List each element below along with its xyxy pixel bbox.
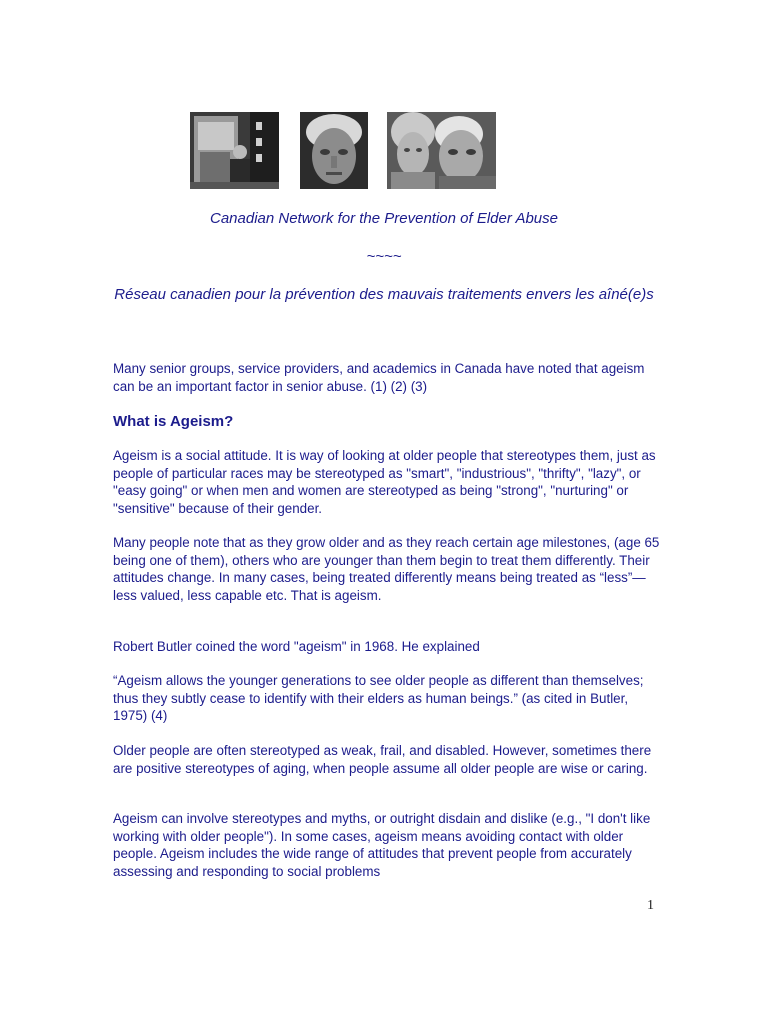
paragraph: Older people are often stereotyped as weak, frail, and disabled. However, sometimes there are positive stereotypes of aging, when people assume all older people are wise or caring. — [113, 743, 652, 776]
paragraph: Robert Butler coined the word "ageism" in 1968. He explained — [113, 639, 480, 654]
title-separator: ~~~~ — [366, 248, 402, 265]
photo-grandmother-and-child — [387, 112, 496, 189]
photo-senior-woman-portrait — [300, 112, 368, 189]
photo-senior-man-doorway — [190, 112, 279, 189]
intro-paragraph: Many senior groups, service providers, and academics in Canada have noted that ageism can be an important factor in senior abuse. (1) (2) (3) — [113, 361, 645, 394]
title-english: Canadian Network for the Prevention of Elder Abuse — [210, 210, 558, 227]
paragraph: Ageism can involve stereotypes and myths, or outright disdain and dislike (e.g., "I don't like working with older people"). In some cases, ageism means avoiding contact with older people. Ageism includes the wide range of attitudes that prevent people from accurately assessing and responding to social problems — [113, 811, 651, 879]
paragraph: Many people note that as they grow older and as they reach certain age milestones, (age 65 being one of them), others who are younger than them begin to treat them differently. Their attitudes change. In many cases, being treated differently means being treated as “less”— less valued, less capable etc. That is ageism. — [113, 535, 660, 603]
title-french: Réseau canadien pour la prévention des mauvais traitements envers les aîné(e)s — [114, 286, 654, 303]
paragraph: Ageism is a social attitude. It is way of looking at older people that stereotypes them, just as people of particular races may be stereotyped as "smart", "industrious", "thrifty", "lazy", or "easy going" or when men and women are stereotyped as being "strong", "nurturing" or "sensitive" because of their gender. — [113, 448, 656, 516]
quote-paragraph: “Ageism allows the younger generations to see older people as different than themselves; thus they subtly cease to identify with their elders as human beings.” (as cited in Butler, 1975) (4) — [113, 673, 644, 724]
section-heading: What is Ageism? — [113, 413, 234, 430]
page-number: 1 — [647, 898, 654, 913]
